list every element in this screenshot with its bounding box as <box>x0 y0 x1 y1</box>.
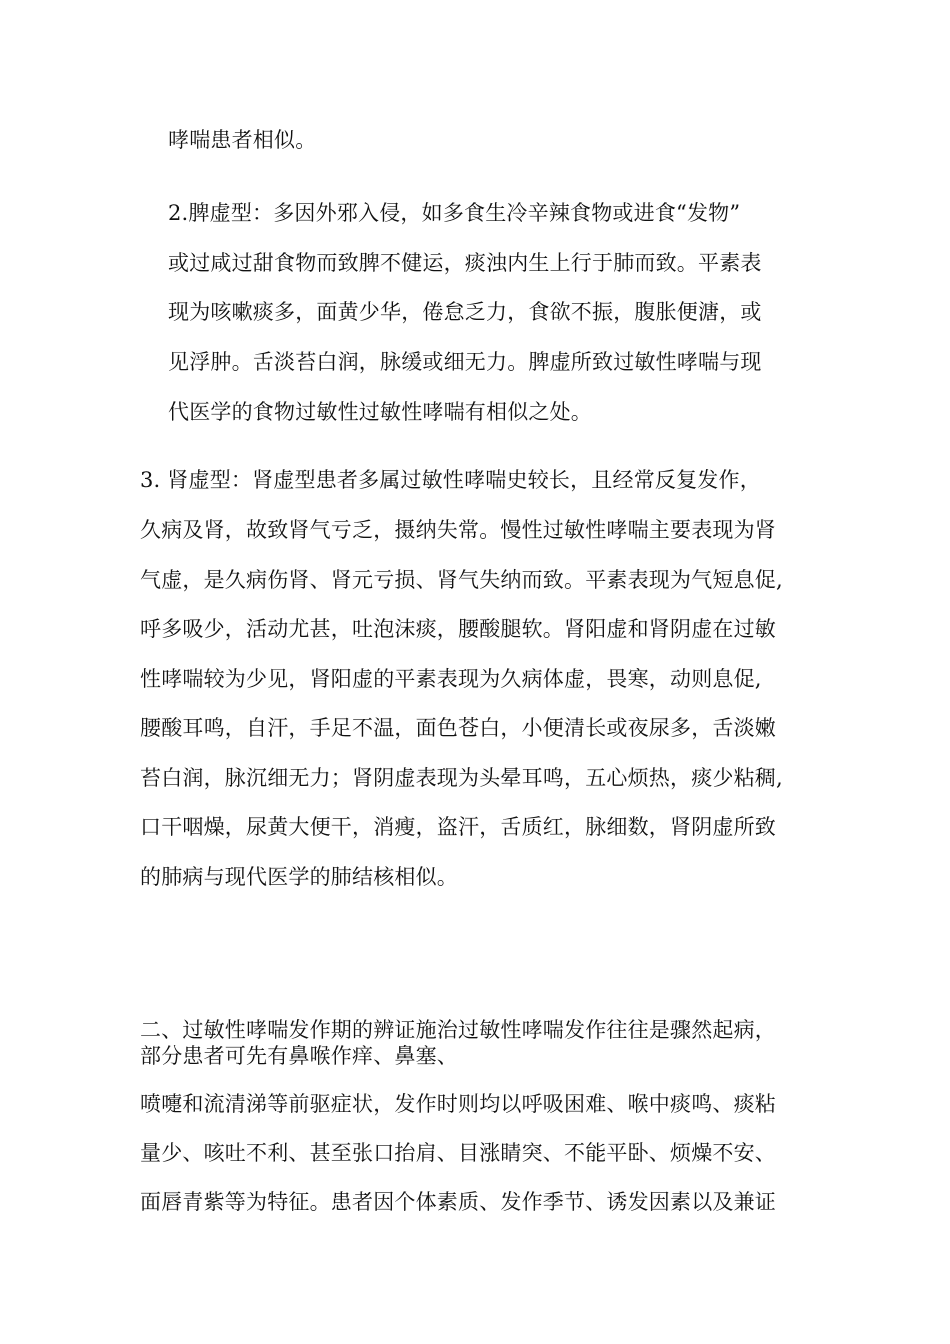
text-line: 2.脾虚型：多因外邪入侵，如多食生冷辛辣食物或进食“发物” <box>168 201 741 225</box>
text-line: 见浮肿。舌淡苔白润，脉缓或细无力。脾虚所致过敏性哮喘与现 <box>168 350 762 374</box>
text-line: 的肺病与现代医学的肺结核相似。 <box>140 865 458 889</box>
text-line: 气虚，是久病伤肾、肾元亏损、肾气失纳而致。平素表现为气短息促, <box>140 568 783 592</box>
text-line: 性哮喘较为少见，肾阳虚的平素表现为久病体虚，畏寒，动则息促, <box>140 667 762 691</box>
text-line: 哮喘患者相似。 <box>168 128 317 152</box>
text-line: 3. 肾虚型：肾虚型患者多属过敏性哮喘史较长，且经常反复发作， <box>140 468 761 492</box>
text-line: 代医学的食物过敏性过敏性哮喘有相似之处。 <box>168 400 592 424</box>
section-heading-line: 部分患者可先有鼻喉作痒、鼻塞、 <box>140 1044 458 1068</box>
text-line: 面唇青紫等为特征。患者因个体素质、发作季节、诱发因素以及兼证 <box>140 1190 776 1214</box>
text-line: 或过咸过甜食物而致脾不健运，痰浊内生上行于肺而致。平素表 <box>168 251 762 275</box>
text-line: 呼多吸少，活动尤甚，吐泡沫痰，腰酸腿软。肾阳虚和肾阴虚在过敏 <box>140 617 776 641</box>
text-line: 现为咳嗽痰多，面黄少华，倦怠乏力，食欲不振，腹胀便溏，或 <box>168 300 762 324</box>
text-line: 腰酸耳鸣，自汗，手足不温，面色苍白，小便清长或夜尿多，舌淡嫩 <box>140 716 776 740</box>
text-line: 量少、咳吐不利、甚至张口抬肩、目涨睛突、不能平卧、烦燥不安、 <box>140 1141 776 1165</box>
section-heading-line: 二、过敏性哮喘发作期的辨证施治过敏性哮喘发作往往是骤然起病， <box>140 1018 776 1042</box>
text-line: 久病及肾，故致肾气亏乏，摄纳失常。慢性过敏性哮喘主要表现为肾 <box>140 518 776 542</box>
text-line: 苔白润，脉沉细无力；肾阴虚表现为头晕耳鸣，五心烦热，痰少粘稠, <box>140 766 783 790</box>
text-line: 口干咽燥，尿黄大便干，消瘦，盗汗，舌质红，脉细数，肾阴虚所致 <box>140 815 776 839</box>
text-line: 喷嚏和流清涕等前驱症状，发作时则均以呼吸困难、喉中痰鸣、痰粘 <box>140 1092 776 1116</box>
